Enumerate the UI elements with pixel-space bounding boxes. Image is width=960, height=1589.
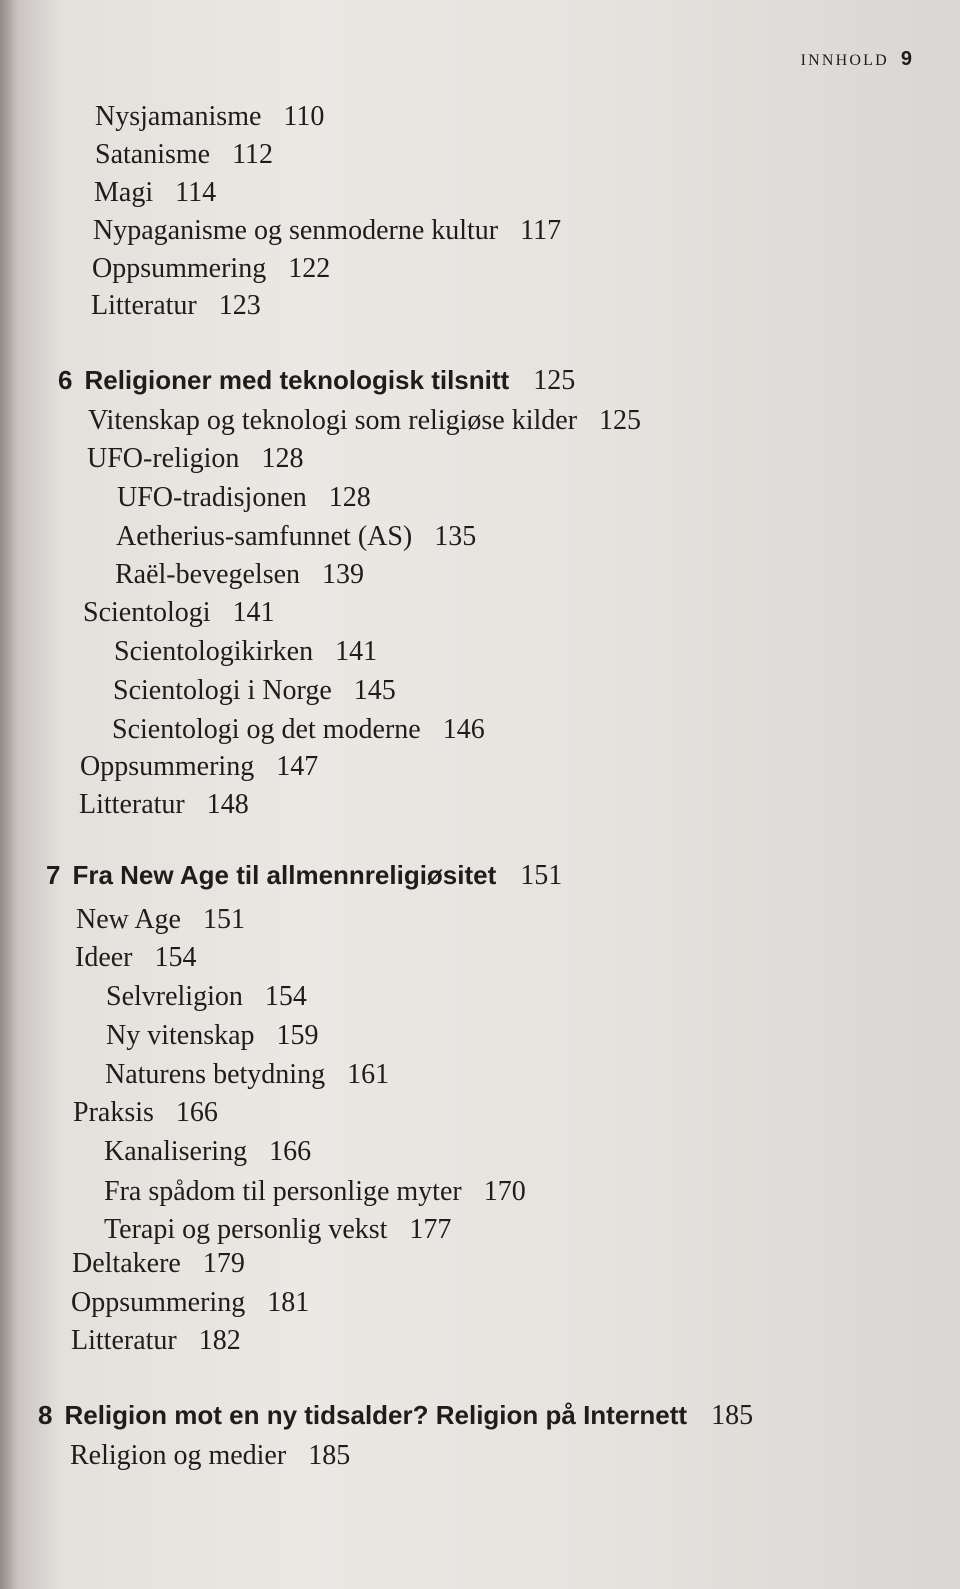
- chapter-title: Fra New Age til allmennreligiøsitet: [72, 860, 497, 890]
- toc-subentry: [114, 636, 377, 668]
- toc-entry-title: Magi: [94, 177, 154, 208]
- toc-entry-page: 177: [409, 1214, 452, 1245]
- toc-entry-title: Scientologikirken: [114, 636, 314, 667]
- toc-subentry: [104, 1214, 451, 1246]
- toc-entry: [71, 1325, 241, 1357]
- toc-entry-page: 151: [202, 904, 245, 935]
- toc-entry-title: Scientologi i Norge: [113, 675, 332, 706]
- toc-entry-title: Vitenskap og teknologi som religiøse kilder: [88, 405, 578, 436]
- toc-subentry: [104, 1176, 526, 1208]
- toc-subentry: [117, 482, 371, 514]
- toc-entry-title: Kanalisering: [104, 1136, 248, 1167]
- toc-entry: [80, 751, 318, 783]
- toc-entry-page: 170: [483, 1176, 526, 1207]
- toc-entry-page: 161: [347, 1059, 390, 1090]
- toc-entry-title: Religion og medier: [70, 1440, 287, 1471]
- toc-entry: [93, 215, 561, 247]
- chapter-number: 7: [46, 860, 61, 890]
- chapter-heading: [46, 860, 562, 892]
- header-label: INNHOLD: [800, 52, 889, 69]
- chapter-number: 6: [58, 365, 73, 395]
- toc-entry-page: 147: [276, 751, 319, 782]
- toc-entry-title: Oppsummering: [92, 253, 267, 284]
- toc-entry-title: Selvreligion: [106, 981, 243, 1012]
- toc-entry-page: 154: [154, 942, 197, 973]
- toc-entry-page: 123: [218, 290, 261, 321]
- toc-entry-title: Ideer: [75, 942, 133, 973]
- toc-entry-title: Ny vitenskap: [106, 1020, 255, 1051]
- chapter-page: 151: [520, 860, 563, 891]
- toc-entry-page: 154: [264, 981, 307, 1012]
- toc-entry-page: 125: [599, 405, 642, 436]
- toc-entry: [92, 253, 330, 285]
- toc-entry-title: Litteratur: [71, 1325, 177, 1356]
- toc-entry-title: Aetherius-samfunnet (AS): [116, 521, 413, 552]
- toc-entry-title: UFO-religion: [87, 443, 240, 474]
- toc-entry: [94, 177, 216, 209]
- toc-entry-page: 112: [232, 139, 274, 170]
- toc-entry: [70, 1440, 350, 1472]
- toc-entry-page: 128: [261, 443, 304, 474]
- toc-entry-title: New Age: [76, 904, 181, 935]
- toc-entry-page: 179: [202, 1248, 245, 1279]
- toc-entry-title: Oppsummering: [71, 1287, 246, 1318]
- toc-entry-page: 182: [198, 1325, 241, 1356]
- toc-entry-page: 117: [520, 215, 562, 246]
- chapter-page: 185: [711, 1400, 754, 1431]
- running-header: [801, 48, 912, 71]
- toc-entry-title: Deltakere: [72, 1248, 181, 1279]
- toc-entry-page: 145: [353, 675, 396, 706]
- toc-entry-title: Litteratur: [91, 290, 197, 321]
- toc-entry-title: UFO-tradisjonen: [117, 482, 307, 513]
- chapter-heading: [38, 1400, 753, 1432]
- toc-subentry: [113, 675, 396, 707]
- toc-entry-page: 185: [308, 1440, 351, 1471]
- toc-entry-page: 128: [328, 482, 371, 513]
- toc-entry-title: Litteratur: [79, 789, 185, 820]
- toc-entry-page: 166: [175, 1097, 218, 1128]
- toc-entry-page: 141: [232, 597, 275, 628]
- toc-subentry: [106, 1020, 319, 1052]
- toc-entry-page: 148: [206, 789, 249, 820]
- toc-entry-page: 159: [276, 1020, 319, 1051]
- toc-entry: [76, 904, 245, 936]
- toc-subentry: [115, 559, 364, 591]
- toc-entry-page: 166: [269, 1136, 312, 1167]
- chapter-title: Religioner med teknologisk tilsnitt: [84, 365, 510, 395]
- toc-subentry: [112, 714, 485, 746]
- chapter-number: 8: [38, 1400, 53, 1430]
- toc-subentry: [105, 1059, 389, 1091]
- toc-entry-page: 181: [267, 1287, 310, 1318]
- toc-entry-page: 146: [442, 714, 485, 745]
- toc-entry: [95, 101, 324, 133]
- toc-entry-title: Scientologi og det moderne: [112, 714, 421, 745]
- toc-entry: [79, 789, 249, 821]
- header-page-number: 9: [900, 48, 912, 70]
- toc-entry: [88, 405, 641, 437]
- toc-entry: [75, 942, 197, 974]
- toc-entry-page: 110: [283, 101, 325, 132]
- toc-subentry: [104, 1136, 311, 1168]
- toc-entry: [91, 290, 261, 322]
- toc-subentry: [116, 521, 476, 553]
- toc-entry: [87, 443, 303, 475]
- chapter-title: Religion mot en ny tidsalder? Religion på Internett: [64, 1400, 688, 1430]
- toc-entry-page: 141: [335, 636, 378, 667]
- chapter-page: 125: [533, 365, 576, 396]
- toc-entry: [71, 1287, 309, 1319]
- toc-entry-title: Raël-bevegelsen: [115, 559, 301, 590]
- toc-entry-page: 139: [322, 559, 365, 590]
- toc-entry-title: Oppsummering: [80, 751, 255, 782]
- toc-subentry: [106, 981, 307, 1013]
- toc-entry-title: Praksis: [73, 1097, 154, 1128]
- toc-entry-title: Fra spådom til personlige myter: [104, 1176, 462, 1207]
- chapter-heading: [58, 365, 575, 397]
- toc-entry-title: Terapi og personlig vekst: [104, 1214, 388, 1245]
- toc-entry: [73, 1097, 218, 1129]
- toc-entry: [95, 139, 273, 171]
- toc-entry-page: 114: [175, 177, 217, 208]
- toc-entry: [83, 597, 275, 629]
- toc-entry-title: Nypaganisme og senmoderne kultur: [93, 215, 499, 246]
- toc-entry-title: Scientologi: [83, 597, 211, 628]
- toc-entry-page: 122: [288, 253, 331, 284]
- toc-entry: [72, 1248, 245, 1280]
- toc-entry-title: Satanisme: [95, 139, 211, 170]
- toc-entry-title: Nysjamanisme: [95, 101, 262, 132]
- toc-entry-page: 135: [434, 521, 477, 552]
- toc-entry-title: Naturens betydning: [105, 1059, 326, 1090]
